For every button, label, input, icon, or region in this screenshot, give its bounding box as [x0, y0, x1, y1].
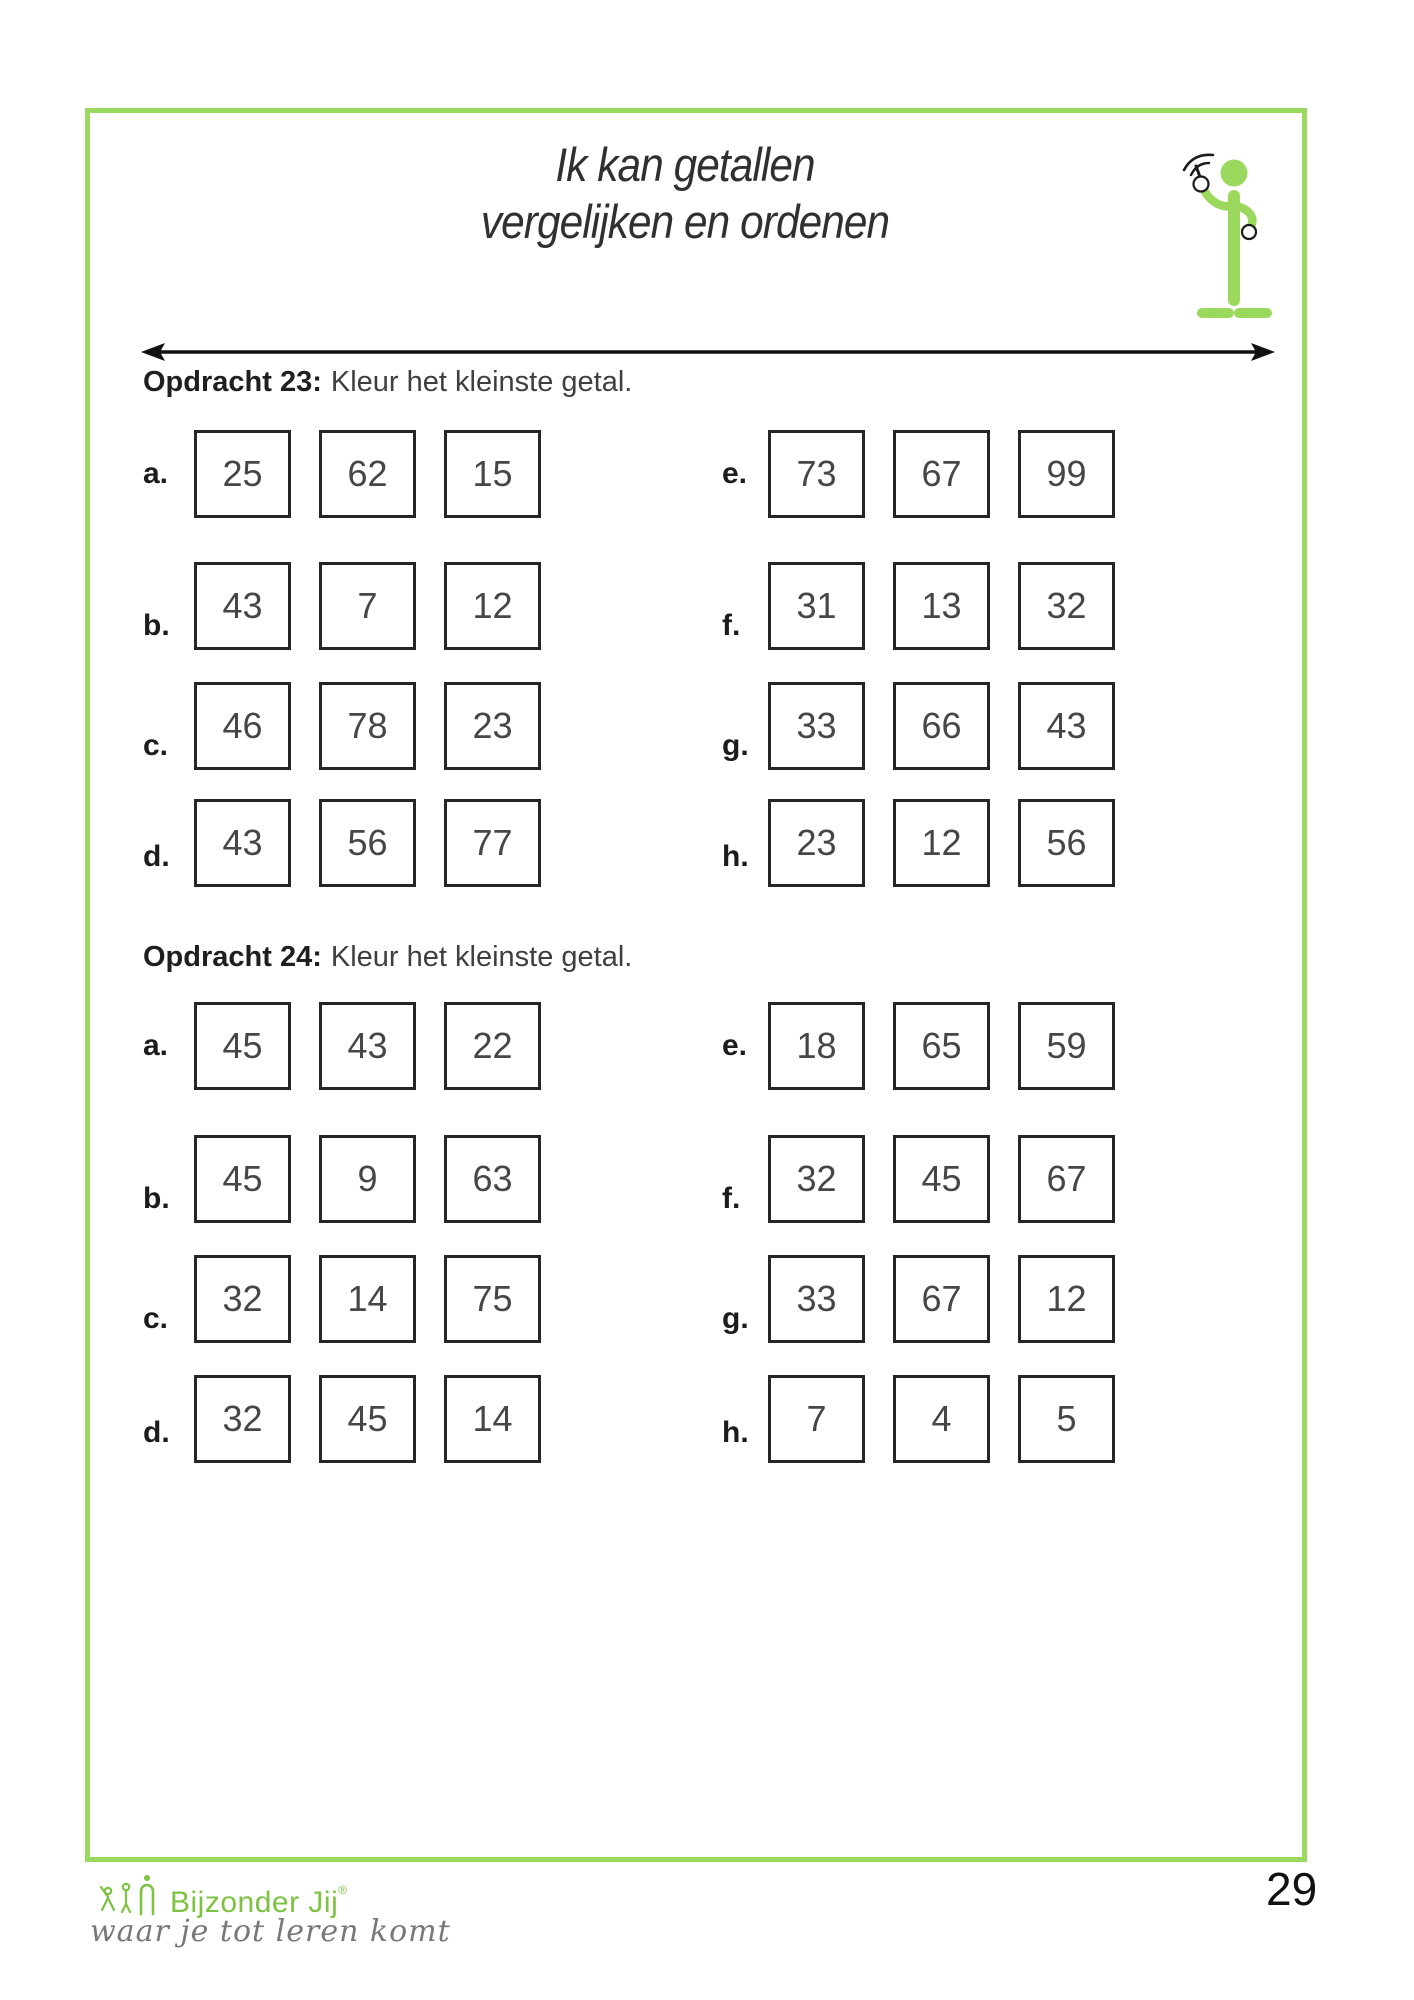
table-row [143, 682, 541, 770]
table-row [722, 430, 1115, 518]
number-box[interactable]: 13 [893, 562, 990, 650]
table-row [143, 1375, 541, 1463]
exercise-23-number: Opdracht 23: [143, 366, 322, 398]
number-box[interactable]: 12 [893, 799, 990, 887]
table-row [722, 799, 1115, 887]
table-row [143, 430, 541, 518]
number-box[interactable]: 31 [768, 562, 865, 650]
table-row [722, 1255, 1115, 1343]
number-box[interactable]: 67 [1018, 1135, 1115, 1223]
row-label: d. [143, 1416, 170, 1449]
table-row [722, 1375, 1115, 1463]
number-box[interactable]: 32 [194, 1255, 291, 1343]
number-box[interactable]: 59 [1018, 1002, 1115, 1090]
number-box[interactable]: 77 [444, 799, 541, 887]
row-label: b. [143, 609, 170, 642]
number-box[interactable]: 14 [444, 1375, 541, 1463]
row-label: c. [143, 729, 169, 762]
number-box[interactable]: 63 [444, 1135, 541, 1223]
table-row [722, 1135, 1115, 1223]
number-box[interactable]: 33 [768, 1255, 865, 1343]
exercise-24-number: Opdracht 24: [143, 941, 322, 973]
row-label: a. [143, 457, 169, 490]
number-box[interactable]: 32 [194, 1375, 291, 1463]
row-label: c. [143, 1302, 169, 1335]
number-box[interactable]: 99 [1018, 430, 1115, 518]
row-label: e. [722, 1029, 748, 1062]
row-label: a. [143, 1029, 169, 1062]
number-box[interactable]: 22 [444, 1002, 541, 1090]
number-box[interactable]: 67 [893, 1255, 990, 1343]
table-row [722, 562, 1115, 650]
table-row [722, 682, 1115, 770]
number-box[interactable]: 67 [893, 430, 990, 518]
number-box[interactable]: 43 [1018, 682, 1115, 770]
double-arrow-line [138, 340, 1278, 369]
number-box[interactable]: 78 [319, 682, 416, 770]
table-row [143, 562, 541, 650]
number-box[interactable]: 5 [1018, 1375, 1115, 1463]
number-box[interactable]: 9 [319, 1135, 416, 1223]
page-number: 29 [1266, 1863, 1318, 1915]
number-box[interactable]: 7 [319, 562, 416, 650]
number-box[interactable]: 62 [319, 430, 416, 518]
row-label: g. [722, 729, 749, 762]
number-box[interactable]: 7 [768, 1375, 865, 1463]
brand-logo [98, 1874, 348, 1918]
title-line-2: vergelijken en ordenen [480, 195, 890, 248]
registered-mark: ® [338, 1883, 348, 1897]
number-box[interactable]: 32 [1018, 562, 1115, 650]
table-row [143, 1002, 541, 1090]
pointing-person-icon [1178, 148, 1278, 328]
table-row [143, 1135, 541, 1223]
number-box[interactable]: 45 [319, 1375, 416, 1463]
row-label: f. [722, 1182, 741, 1215]
number-box[interactable]: 45 [194, 1002, 291, 1090]
exercise-24-heading [143, 941, 632, 974]
number-box[interactable]: 23 [768, 799, 865, 887]
number-box[interactable]: 23 [444, 682, 541, 770]
row-label: d. [143, 840, 170, 873]
number-box[interactable]: 66 [893, 682, 990, 770]
row-label: h. [722, 1416, 749, 1449]
row-label: h. [722, 840, 749, 873]
brand-tagline: waar je tot leren komt [90, 1914, 451, 1949]
number-box[interactable]: 43 [194, 562, 291, 650]
title-line-1: Ik kan getallen [555, 138, 815, 191]
row-label: e. [722, 457, 748, 490]
exercise-23-instruction: Kleur het kleinste getal. [330, 366, 633, 398]
row-label: f. [722, 609, 741, 642]
number-box[interactable]: 56 [319, 799, 416, 887]
number-box[interactable]: 43 [319, 1002, 416, 1090]
table-row [143, 799, 541, 887]
number-box[interactable]: 25 [194, 430, 291, 518]
table-row [722, 1002, 1115, 1090]
row-label: b. [143, 1182, 170, 1215]
number-box[interactable]: 12 [1018, 1255, 1115, 1343]
number-box[interactable]: 65 [893, 1002, 990, 1090]
number-box[interactable]: 56 [1018, 799, 1115, 887]
number-box[interactable]: 33 [768, 682, 865, 770]
number-box[interactable]: 46 [194, 682, 291, 770]
number-box[interactable]: 45 [893, 1135, 990, 1223]
number-box[interactable]: 75 [444, 1255, 541, 1343]
number-box[interactable]: 45 [194, 1135, 291, 1223]
brand-name: Bijzonder Jij® [170, 1883, 348, 1919]
number-box[interactable]: 14 [319, 1255, 416, 1343]
exercise-23-heading [143, 366, 632, 399]
page-title [85, 136, 1285, 250]
bijzonder-jij-figures-icon [98, 1874, 160, 1918]
number-box[interactable]: 15 [444, 430, 541, 518]
table-row [143, 1255, 541, 1343]
number-box[interactable]: 32 [768, 1135, 865, 1223]
row-label: g. [722, 1302, 749, 1335]
number-box[interactable]: 18 [768, 1002, 865, 1090]
exercise-24-instruction: Kleur het kleinste getal. [330, 941, 633, 973]
number-box[interactable]: 4 [893, 1375, 990, 1463]
number-box[interactable]: 43 [194, 799, 291, 887]
number-box[interactable]: 12 [444, 562, 541, 650]
number-box[interactable]: 73 [768, 430, 865, 518]
